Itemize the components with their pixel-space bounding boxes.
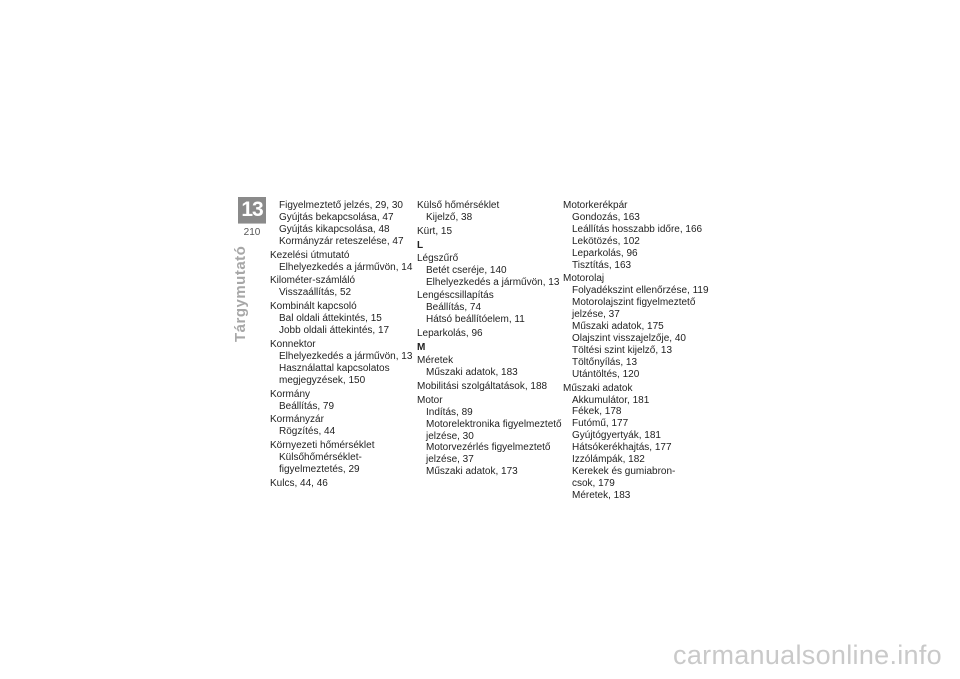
index-subentry: Hátsó beállítóelem, 11 [426, 314, 525, 326]
index-column-2 [417, 200, 562, 478]
index-entry: Motor [417, 394, 443, 406]
index-subentry: Lekötözés, 102 [572, 235, 640, 247]
index-subentry: csok, 179 [572, 477, 615, 489]
index-subentry: Figyelmeztető jelzés, 29, 30 [279, 200, 403, 211]
index-subentry: Betét cseréje, 140 [426, 264, 507, 276]
index-subentry: Beállítás, 79 [279, 400, 335, 412]
index-subentry: Utántöltés, 120 [572, 368, 640, 380]
index-subentry: Kormányzár reteszelése, 47 [279, 235, 404, 247]
index-subentry: Rögzítés, 44 [279, 426, 336, 438]
index-subentry: Gyújtás kikapcsolása, 48 [279, 223, 390, 235]
index-entry: Lengéscsillapítás [417, 290, 494, 302]
index-subentry: Tisztítás, 163 [572, 259, 632, 271]
index-entry: Kezelési útmutató [270, 249, 350, 261]
index-subentry: Beállítás, 74 [426, 302, 482, 314]
index-subentry: Műszaki adatok, 183 [426, 366, 518, 378]
index-letter-heading: L [417, 239, 424, 251]
index-entry: Méretek [417, 355, 454, 367]
index-letter-heading: M [417, 342, 426, 354]
index-entry: Légszűrő [417, 252, 459, 264]
index-entry: Kürt, 15 [417, 225, 453, 237]
index-subentry: jelzése, 37 [572, 309, 620, 321]
section-label: Tárgymutató [232, 245, 249, 342]
index-subentry: Motorelektronika figyelmeztető [426, 418, 562, 430]
index-subentry: Műszaki adatok, 175 [572, 321, 664, 333]
index-entry: Motorolaj [563, 273, 605, 285]
index-subentry: Gondozás, 163 [572, 211, 640, 223]
index-subentry: Külsőhőmérséklet- [279, 452, 362, 464]
index-subentry: figyelmeztetés, 29 [279, 464, 360, 476]
index-entry: Motorkerékpár [563, 200, 628, 211]
index-subentry: Leállítás hosszabb időre, 166 [572, 223, 703, 235]
index-subentry: Folyadékszint ellenőrzése, 119 [572, 285, 709, 297]
index-subentry: jelzése, 30 [426, 430, 474, 442]
index-subentry: Bal oldali áttekintés, 15 [279, 313, 382, 325]
index-subentry: Motorvezérlés figyelmeztető [426, 442, 551, 454]
index-entry: Kilométer-számláló [270, 275, 356, 287]
chapter-tab [238, 197, 266, 239]
index-subentry: Jobb oldali áttekintés, 17 [279, 325, 390, 337]
index-entry: Műszaki adatok [563, 382, 633, 394]
index-entry: Leparkolás, 96 [417, 328, 483, 340]
page-number: 210 [243, 227, 261, 238]
index-subentry: Elhelyezkedés a járművön, 13 [279, 350, 413, 362]
index-entry: Konnektor [270, 338, 316, 350]
index-subentry: Gyújtógyertyák, 181 [572, 430, 661, 442]
index-subentry: Visszaállítás, 52 [279, 287, 352, 299]
index-entry: Mobilitási szolgáltatások, 188 [417, 380, 548, 392]
chapter-number: 13 [238, 197, 266, 223]
index-entry: Kombinált kapcsoló [270, 301, 357, 313]
index-subentry: Elhelyezkedés a járművön, 14 [279, 261, 413, 273]
index-subentry: megjegyzések, 150 [279, 374, 366, 386]
index-entry: Kormányzár [270, 414, 324, 426]
index-subentry: Használattal kapcsolatos [279, 362, 390, 374]
index-column-1 [270, 200, 413, 490]
index-subentry: Motorolajszint figyelmeztető [572, 297, 696, 309]
watermark: carmanualsonline.info [673, 640, 942, 670]
index-subentry: Műszaki adatok, 173 [426, 466, 518, 478]
index-entry: Kormány [270, 388, 311, 400]
page-number-rule [238, 223, 266, 224]
index-subentry: Leparkolás, 96 [572, 247, 638, 259]
index-subentry: Kerekek és gumiabron- [572, 465, 676, 477]
index-column-3 [563, 200, 709, 502]
index-subentry: jelzése, 37 [426, 454, 474, 466]
index-subentry: Töltőnyílás, 13 [572, 356, 638, 368]
index-entry: Külső hőmérséklet [417, 200, 500, 211]
index-subentry: Olajszint visszajelzője, 40 [572, 332, 686, 344]
index-entry: Kulcs, 44, 46 [270, 477, 328, 489]
index-subentry: Hátsókerékhajtás, 177 [572, 442, 672, 454]
index-subentry: Gyújtás bekapcsolása, 47 [279, 211, 394, 223]
index-subentry: Méretek, 183 [572, 489, 631, 501]
index-subentry: Izzólámpák, 182 [572, 454, 645, 466]
index-subentry: Akkumulátor, 181 [572, 394, 650, 406]
index-subentry: Kijelző, 38 [426, 211, 473, 223]
index-subentry: Elhelyezkedés a járművön, 13 [426, 276, 560, 288]
index-entry: Környezeti hőmérséklet [270, 440, 375, 452]
index-subentry: Indítás, 89 [426, 406, 473, 418]
index-subentry: Fékek, 178 [572, 406, 622, 418]
index-subentry: Töltési szint kijelző, 13 [572, 344, 673, 356]
index-subentry: Futómű, 177 [572, 418, 629, 430]
